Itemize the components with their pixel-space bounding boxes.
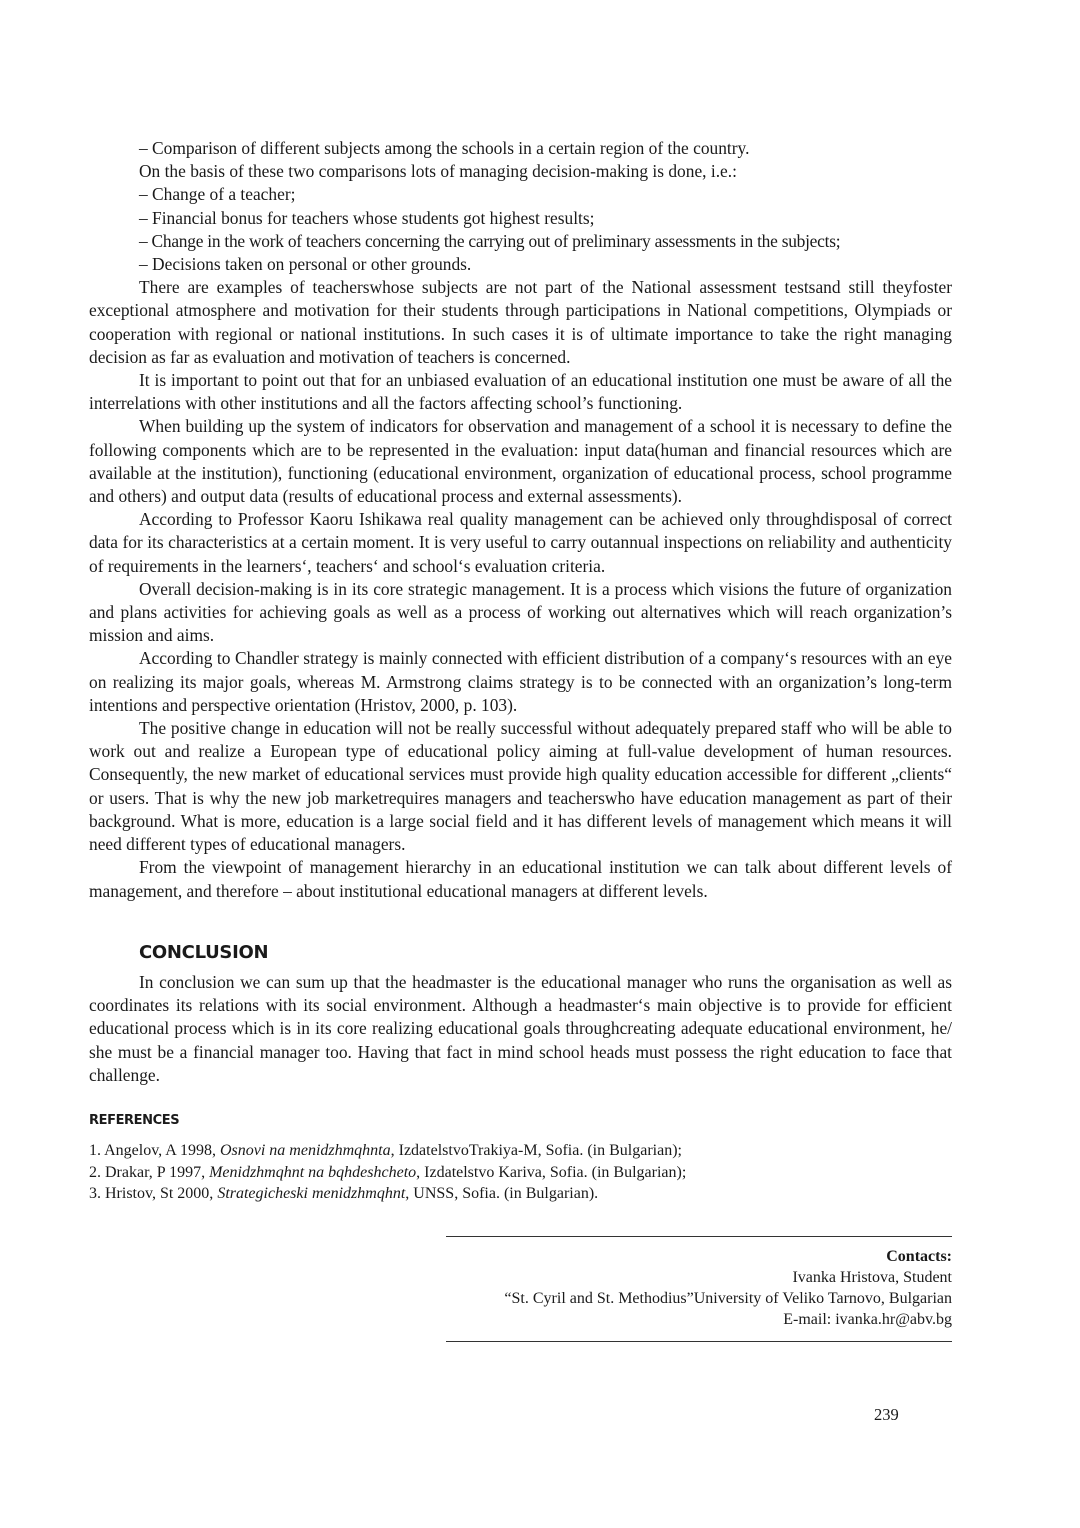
body-paragraph: The positive change in education will not be really successful without adequately prepared staff who will be able to work out and realize a European type of educational policy aiming at full-value development of human resources. Consequently, the new market of educational services must provide high quality education accessible for different „clients“ or users. That is why the new job marketrequires managers and teacherswho have education management as part of their background. What is more, education is a large social field and it has different levels of management which means it will need different types of educational managers. — [89, 718, 952, 855]
references-list — [89, 1140, 952, 1205]
body-paragraph: On the basis of these two comparisons lots of managing decision-making is done, i.e.: — [139, 161, 737, 182]
conclusion-text — [89, 971, 952, 1087]
body-paragraph: According to Chandler strategy is mainly connected with efficient distribution of a company‘s resources with an eye on realizing its major goals, whereas M. Armstrong claims strategy is to be connected with an organization’s long-term intentions and perspective orientation (Hristov, 2000, p. 103). — [89, 648, 952, 715]
conclusion-paragraph: In conclusion we can sum up that the headmaster is the educational manager who runs the organisation as well as coordinates its relations with its social environment. Although a headmaster‘s main objective is to provide for efficient educational process which is in its core realizing educational goals throughcreating adequate educational environment, he/ she must be a financial manager too. Having that fact in mind school heads must possess the right education to face that challenge. — [89, 972, 952, 1085]
contact-box — [446, 1236, 952, 1342]
body-paragraph: – Change of a teacher; — [139, 184, 296, 205]
body-paragraph: – Financial bonus for teachers whose students got highest results; — [139, 207, 595, 228]
reference-item: 2. Drakar, P 1997, Menidzhmqhnt na bqhdeshcheto, Izdatelstvo Kariva, Sofia. (in Bulgarian); — [89, 1163, 687, 1181]
reference-title: Menidzhmqhnt na bqhdeshcheto — [209, 1163, 417, 1181]
body-paragraph: From the viewpoint of management hierarchy in an educational institution we can talk about different levels of management, and therefore – about institutional educational managers at different levels. — [89, 857, 952, 901]
reference-title: Osnovi na menidzhmqhnta — [219, 1142, 391, 1159]
reference-title: Strategicheski menidzhmqhnt — [217, 1185, 406, 1202]
body-paragraph: – Comparison of different subjects among the schools in a certain region of the country. — [139, 138, 750, 158]
page-number: 239 — [874, 1405, 899, 1424]
body-paragraph: Overall decision-making is in its core strategic management. It is a process which visions the future of organization and plans activities for achieving goals as well as a process of working out alternatives which will reach organization’s mission and aims. — [89, 578, 952, 646]
references-heading: REFERENCES — [89, 1113, 180, 1128]
body-paragraph: There are examples of teacherswhose subjects are not part of the National assessment testsand still theyfoster exceptional atmosphere and motivation for their students through participations in National competitions, Olympiads or cooperation with regional or national institutions. In such cases it is of ultimate importance to take the right managing decision as far as evaluation and motivation of teachers is concerned. — [89, 277, 952, 367]
contact-name: Ivanka Hristova, Student — [792, 1269, 952, 1286]
body-paragraph: It is important to point out that for an unbiased evaluation of an educational institution one must be aware of all the interrelations with other institutions and all the factors affecting school’s functioning. — [89, 370, 952, 414]
body-paragraph: – Decisions taken on personal or other grounds. — [139, 254, 472, 275]
contacts-heading: Contacts: — [886, 1248, 952, 1265]
body-text — [89, 137, 952, 903]
reference-item: 3. Hristov, St 2000, Strategicheski menidzhmqhnt, UNSS, Sofia. (in Bulgarian). — [89, 1185, 599, 1202]
body-paragraph: When building up the system of indicators for observation and management of a school it is necessary to define the following components which are to be represented in the evaluation: input data(human and financial resources which are available at the institution), functioning (educational environment, organization of educational process, school programme and others) and output data (results of educational process and external assessments). — [89, 416, 952, 507]
body-paragraph: – Change in the work of teachers concerning the carrying out of preliminary assessments in the subjects; — [139, 230, 841, 251]
contact-email: E-mail: ivanka.hr@abv.bg — [783, 1311, 952, 1328]
conclusion-heading: CONCLUSION — [139, 942, 269, 963]
body-paragraph: According to Professor Kaoru Ishikawa real quality management can be achieved only throughdisposal of correct data for its characteristics at a certain moment. It is very useful to carry outannual inspections on reliability and authenticity of requirements in the learners‘, teachers‘ and school‘s evaluation criteria. — [89, 509, 952, 576]
reference-item: 1. Angelov, A 1998, Osnovi na menidzhmqhnta, IzdatelstvoTrakiya-M, Sofia. (in Bulgarian); — [89, 1142, 682, 1159]
contact-university: “St. Cyril and St. Methodius”University of Veliko Tarnovo, Bulgarian — [504, 1290, 952, 1307]
